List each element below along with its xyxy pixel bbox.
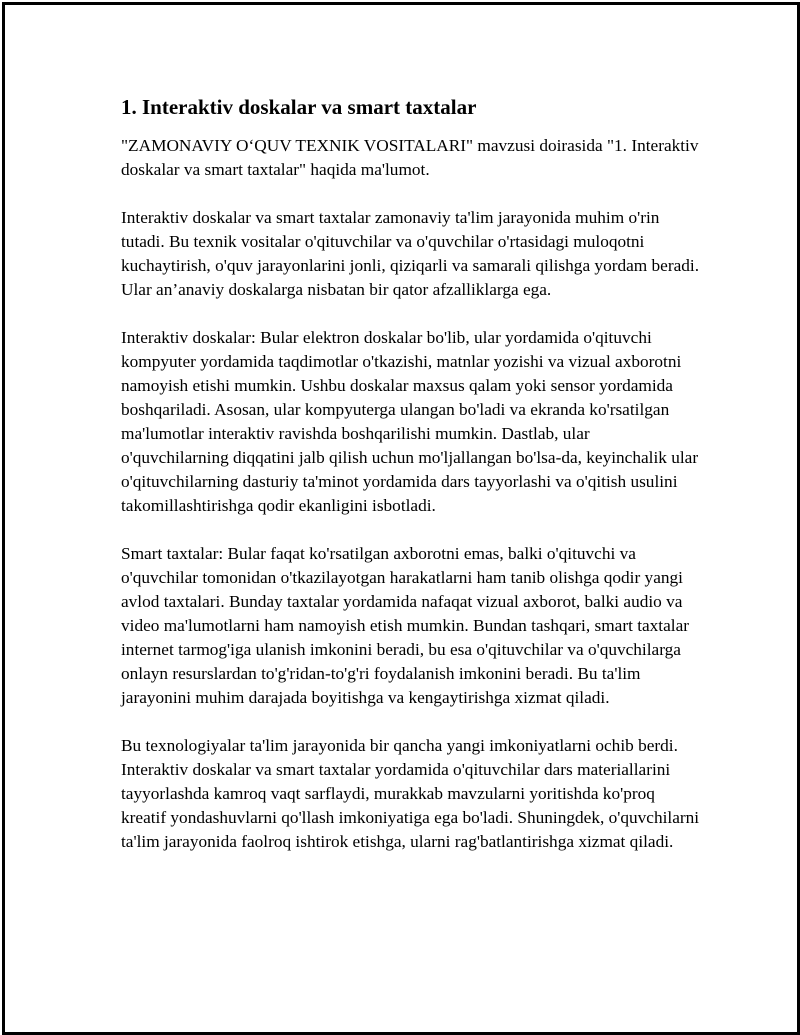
overview-paragraph: Interaktiv doskalar va smart taxtalar zamonaviy ta'lim jarayonida muhim o'rin tutadi. Bu texnik vositalar o'qituvchilar va o'quvchilar o'rtasidagi muloqotni kuchaytirish, o'quv jarayonlarini jonli, qiziqarli va samarali qilishga yordam beradi. Ular an’anaviy doskalarga nisbatan bir qator afzalliklarga ega. [121,208,700,299]
smart-boards-paragraph: Smart taxtalar: Bular faqat ko'rsatilgan axborotni emas, balki o'qituvchi va o'quvchilar tomonidan o'tkazilayotgan harakatlarni ham tanib olishga qodir yangi avlod taxtalari. Bunday taxtalar yordamida nafaqat vizual axborot, balki audio va video ma'lumotlarni ham namoyish etish mumkin. Bundan tashqari, smart taxtalar internet tarmog'iga ulanish imkonini beradi, bu esa o'qituvchilar va o'quvchilarga onlayn resurslardan to'g'ridan-to'g'ri foydalanish imkonini beradi. Bu ta'lim jarayonini muhim darajada boyitishga va kengaytirishga xizmat qiladi. [121,544,690,707]
page-frame [2,2,800,1035]
document-body [121,93,701,878]
document-heading: 1. Interaktiv doskalar va smart taxtalar [121,95,477,119]
conclusion-paragraph: Bu texnologiyalar ta'lim jarayonida bir qancha yangi imkoniyatlarni ochib berdi. Interaktiv doskalar va smart taxtalar yordamida o'qituvchilar dars materiallarini tayyorlashda kamroq vaqt sarflaydi, murakkab mavzularni yoritishda ko'proq kreatif yondashuvlarni qo'llash imkoniyatiga ega bo'ladi. Shuningdek, o'quvchilarni ta'lim jarayonida faolroq ishtirok etishga, ularni rag'batlantirishga xizmat qiladi. [121,736,700,851]
intro-paragraph: "ZAMONAVIY O‘QUV TEXNIK VOSITALARI" mavzusi doirasida "1. Interaktiv doskalar va smart taxtalar" haqida ma'lumot. [121,136,699,179]
interactive-boards-paragraph: Interaktiv doskalar: Bular elektron doskalar bo'lib, ular yordamida o'qituvchi kompyuter yordamida taqdimotlar o'tkazishi, matnlar yozishi va vizual axborotni namoyish etishi mumkin. Ushbu doskalar maxsus qalam yoki sensor yordamida boshqariladi. Asosan, ular kompyuterga ulangan bo'ladi va ekranda ko'rsatilgan ma'lumotlar interaktiv ravishda boshqarilishi mumkin. Dastlab, ular o'quvchilarning diqqatini jalb qilish uchun mo'ljallangan bo'lsa-da, keyinchalik ular o'qituvchilarning dasturiy ta'minot yordamida dars tayyorlashi va o'qitish usulini takomillashtirishga qodir ekanligini isbotladi. [121,328,699,515]
